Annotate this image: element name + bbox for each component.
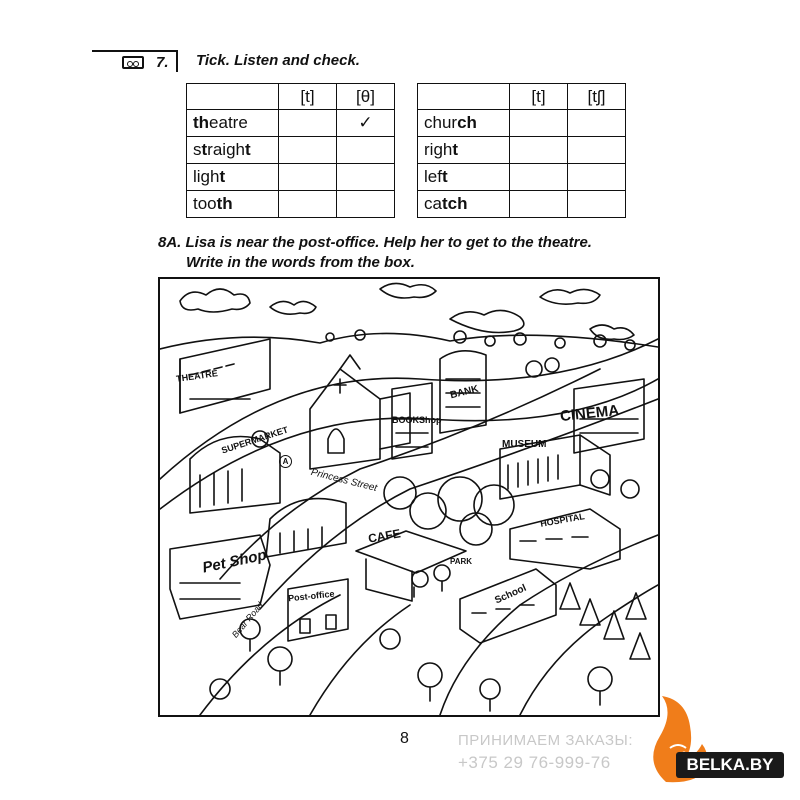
table-row: [187, 164, 395, 191]
exercise-title: Tick. Listen and check.: [196, 52, 360, 69]
map-label-cinema: CINEMA: [559, 401, 620, 426]
tick-cell[interactable]: [279, 137, 337, 164]
map-label-bookshop: BOOKShop: [392, 415, 442, 425]
tick-cell[interactable]: [568, 191, 626, 218]
table-header-sound: [t]: [279, 84, 337, 110]
town-map-illustration: [158, 277, 660, 717]
watermark-line: ПРИНИМАЕМ ЗАКАЗЫ:: [458, 732, 633, 749]
table-header-word: [187, 84, 279, 110]
tick-cell[interactable]: ✓: [337, 110, 395, 137]
post-office-building: [288, 579, 348, 641]
instruction-line: Write in the words from the box.: [186, 254, 415, 271]
tick-cell[interactable]: [510, 191, 568, 218]
table-row: [418, 137, 626, 164]
cassette-icon: [122, 56, 144, 69]
tick-cell[interactable]: [337, 191, 395, 218]
tick-cell[interactable]: [279, 110, 337, 137]
table-row: [418, 164, 626, 191]
map-label-bear-road: Bear Road: [229, 600, 266, 640]
tick-cell[interactable]: [337, 164, 395, 191]
school-building: [460, 569, 556, 643]
watermark-text: [458, 730, 633, 774]
clouds: [180, 283, 634, 339]
map-label-princess-street: Princess Street: [309, 466, 379, 495]
table-header-sound: [tʃ]: [568, 84, 626, 110]
table-row: [187, 137, 395, 164]
map-label-supermarket: SUPERMARKET: [220, 424, 290, 456]
town-map-drawing: [160, 279, 658, 715]
roads: [160, 339, 658, 715]
exercise-8a-instruction: [158, 233, 592, 273]
exercise-number: 8A.: [158, 234, 182, 251]
phonics-table-left: [186, 83, 395, 218]
watermark-phone: +375 29 76-999-76: [458, 753, 611, 772]
tick-cell[interactable]: [568, 110, 626, 137]
tick-cell[interactable]: [510, 110, 568, 137]
word-cell: light: [187, 164, 279, 191]
table-header-word: [418, 84, 510, 110]
word-cell: tooth: [187, 191, 279, 218]
table-header-sound: [t]: [510, 84, 568, 110]
word-cell: theatre: [187, 110, 279, 137]
phonics-table-right: [417, 83, 626, 218]
word-cell: church: [418, 110, 510, 137]
table-header-row: [418, 84, 626, 110]
table-header-sound: [θ]: [337, 84, 395, 110]
instruction-line: Lisa is near the post-office. Help her to get to the theatre.: [185, 234, 592, 251]
map-label-school: School: [493, 582, 529, 607]
word-cell: right: [418, 137, 510, 164]
tick-cell[interactable]: [279, 191, 337, 218]
tick-cell[interactable]: [568, 137, 626, 164]
exercise-number: 7.: [156, 54, 169, 71]
table-row: [418, 110, 626, 137]
map-marker-a: A: [279, 455, 292, 468]
tick-cell[interactable]: [279, 164, 337, 191]
map-label-bank: BANK: [449, 383, 480, 402]
market-hall-building: [266, 499, 346, 557]
tick-cell[interactable]: [510, 164, 568, 191]
table-row: [187, 110, 395, 137]
bookshop-bank-buildings: [392, 351, 486, 459]
map-label-pet-shop: Pet Shop: [200, 546, 269, 577]
map-label-theatre: THEATRE: [175, 368, 219, 384]
word-cell: left: [418, 164, 510, 191]
exercise-number-box: [92, 50, 178, 72]
tick-cell[interactable]: [568, 164, 626, 191]
word-cell: straight: [187, 137, 279, 164]
map-label-park: PARK: [450, 557, 473, 566]
church-building: [310, 355, 410, 469]
map-label-post-office: Post-office: [287, 588, 335, 604]
map-label-cafe: CAFE: [367, 526, 402, 546]
exercise-7-header: [92, 50, 637, 74]
tick-cell[interactable]: [510, 137, 568, 164]
tick-cell[interactable]: [337, 137, 395, 164]
map-label-museum: MUSEUM: [502, 439, 547, 450]
logo-text: BELKA.BY: [676, 752, 784, 778]
word-cell: catch: [418, 191, 510, 218]
map-label-hospital: HOSPITAL: [539, 511, 586, 529]
table-row: [187, 191, 395, 218]
table-row: [418, 191, 626, 218]
table-header-row: [187, 84, 395, 110]
page-number: 8: [400, 730, 409, 747]
